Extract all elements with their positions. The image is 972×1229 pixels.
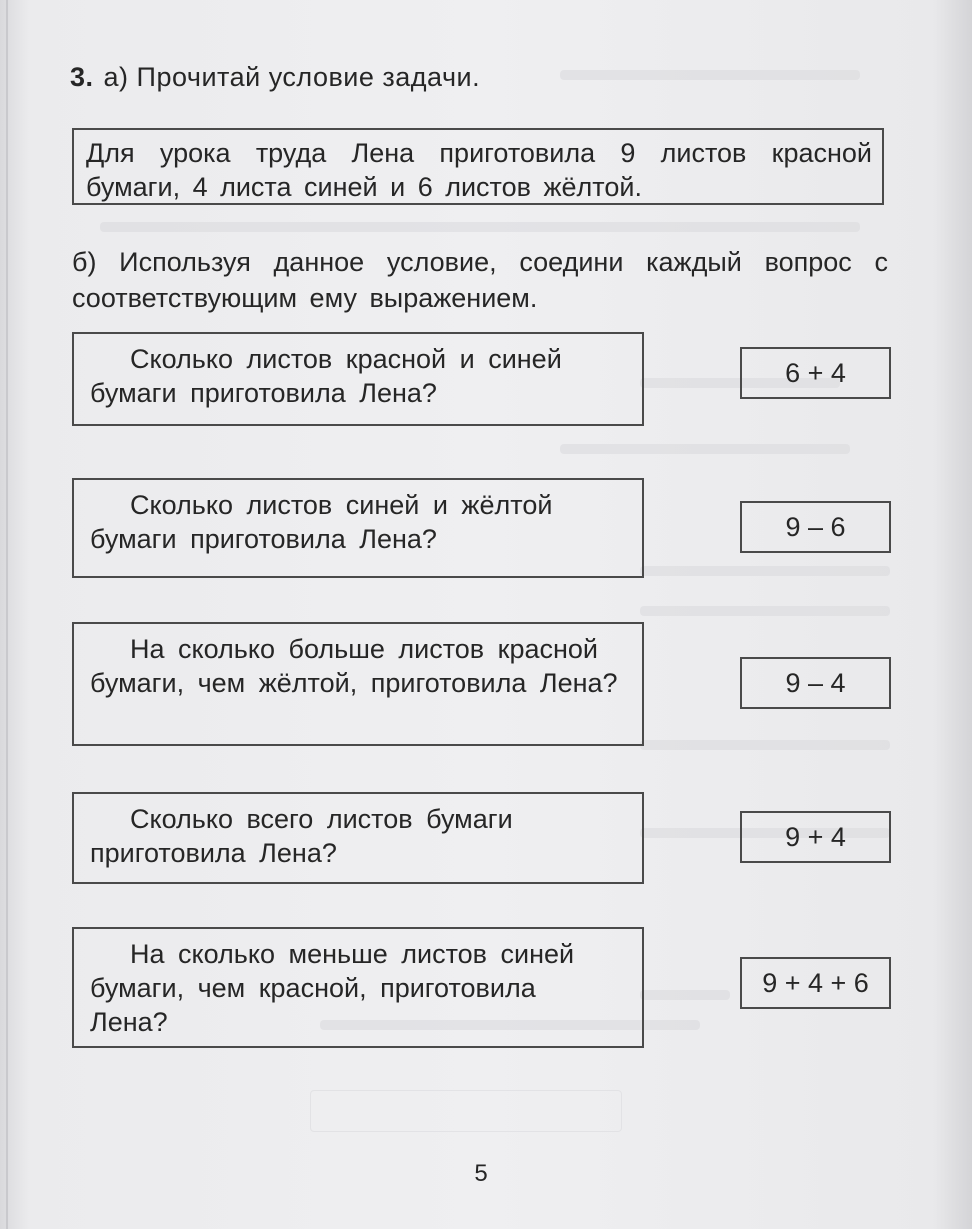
question-box[interactable]: Сколько листов синей и жёлтой бумаги приготовила Лена? — [72, 478, 644, 578]
expression-box[interactable]: 9 + 4 — [740, 811, 891, 863]
bleed-through-mark — [560, 70, 860, 80]
expression-box[interactable]: 9 – 6 — [740, 501, 891, 553]
expression-box[interactable]: 9 – 4 — [740, 657, 891, 709]
question-box[interactable]: Сколько всего листов бумаги приготовила Лена? — [72, 792, 644, 884]
task-header — [70, 62, 480, 93]
expression-box[interactable]: 6 + 4 — [740, 347, 891, 399]
problem-condition-box: Для урока труда Лена приготовила 9 листов красной бумаги, 4 листа синей и 6 листов жёлтой. — [72, 128, 884, 205]
expression-box[interactable]: 9 + 4 + 6 — [740, 957, 891, 1009]
task-part-a: а) Прочитай условие задачи. — [103, 62, 481, 92]
bleed-through-mark — [100, 222, 860, 232]
bleed-through-mark — [560, 444, 850, 454]
bleed-through-mark — [640, 566, 890, 576]
question-box[interactable]: На сколько меньше листов синей бумаги, чем красной, приготовила Лена? — [72, 927, 644, 1048]
bleed-through-mark — [640, 740, 890, 750]
page-edge-shadow — [6, 0, 8, 1229]
task-number: 3. — [70, 62, 94, 92]
question-box[interactable]: Сколько листов красной и синей бумаги приготовила Лена? — [72, 332, 644, 426]
question-box[interactable]: На сколько больше листов красной бумаги, чем жёлтой, приготовила Лена? — [72, 622, 644, 746]
bleed-through-mark — [640, 606, 890, 616]
bleed-through-mark — [310, 1090, 622, 1132]
bleed-through-mark — [640, 990, 730, 1000]
task-part-b: б) Используя данное условие, соедини каждый вопрос с соответствующим ему выражением. — [72, 247, 888, 313]
page-number: 5 — [474, 1160, 488, 1187]
